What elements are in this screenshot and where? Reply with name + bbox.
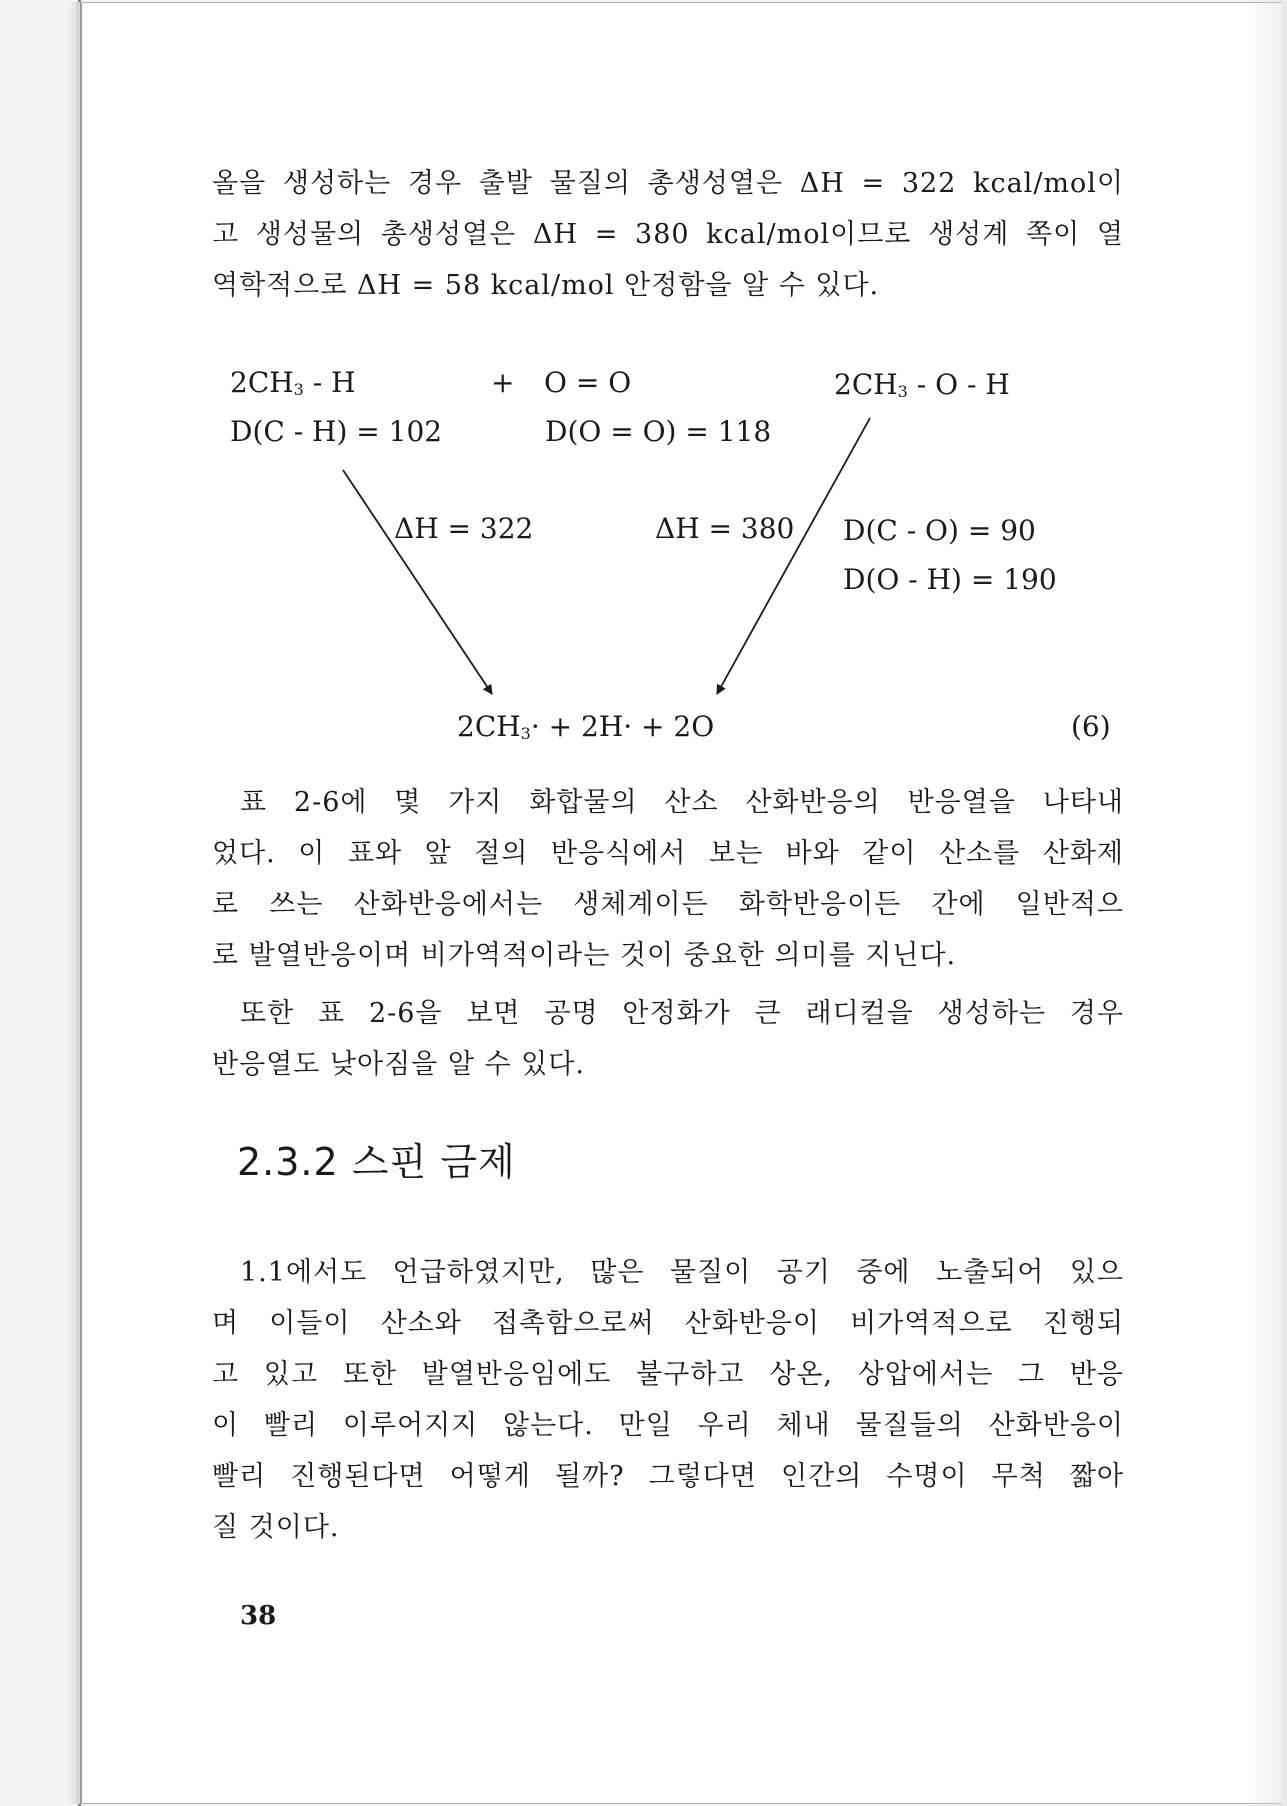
text-line: 1.1에서도 언급하였지만, 많은 물질이 공기 중에 노출되어 있으	[240, 1257, 1124, 1288]
product-methanol	[834, 368, 1010, 409]
radical-products	[457, 710, 714, 751]
text-line: 고 있고 또한 발열반응임에도 불구하고 상온, 상압에서는 그 반응	[212, 1359, 1124, 1390]
text-line: 고 생성물의 총생성열은 ΔH = 380 kcal/mol이므로 생성계 쪽이 열	[212, 219, 1124, 250]
text-line: 이 빨리 이루어지지 않는다. 만일 우리 체내 물질들의 산화반응이	[212, 1410, 1124, 1441]
radical-subscript: 3	[520, 724, 531, 743]
methanol-rest: - O - H	[907, 368, 1010, 401]
text-line: 반응열도 낮아짐을 알 수 있다.	[212, 1049, 585, 1080]
paragraph-3	[212, 988, 1124, 1090]
paragraph-2	[212, 777, 1124, 981]
text-line: 또한 표 2-6을 보면 공명 안정화가 큰 래디컬을 생성하는 경우	[240, 998, 1124, 1029]
reactant-oxygen: O = O	[544, 366, 632, 399]
plus-sign: +	[491, 366, 515, 399]
arrow-right	[717, 418, 870, 694]
section-heading: 2.3.2 스핀 금제	[237, 1140, 516, 1184]
equation-number: (6)	[1071, 710, 1111, 743]
delta-h-right: ΔH = 380	[655, 512, 795, 545]
bond-energy-oo: D(O = O) = 118	[545, 415, 772, 448]
radical-rest: · + 2H· + 2O	[530, 710, 715, 743]
page-edge-shadow	[1247, 0, 1287, 1806]
page-number: 38	[240, 1601, 277, 1631]
methane-bond: -	[303, 366, 332, 399]
text-line: 로 쓰는 산화반응에서는 생체계이든 화학반응이든 간에 일반적으	[212, 889, 1124, 920]
methane-prefix: 2CH	[230, 366, 294, 399]
paragraph-4	[212, 1247, 1124, 1553]
text-line: 역학적으로 ΔH = 58 kcal/mol 안정함을 알 수 있다.	[212, 270, 880, 301]
bond-energy-ch: D(C - H) = 102	[230, 415, 443, 448]
methane-h: H	[331, 366, 356, 399]
text-line: 며 이들이 산소와 접촉함으로써 산화반응이 비가역적으로 진행되	[212, 1308, 1124, 1339]
arrow-left	[343, 470, 492, 694]
reactant-methane	[230, 366, 356, 407]
bond-energy-oh: D(O - H) = 190	[843, 563, 1057, 596]
radical-prefix: 2CH	[457, 710, 521, 743]
methane-subscript: 3	[293, 380, 304, 399]
methanol-subscript: 3	[897, 382, 908, 401]
text-line: 었다. 이 표와 앞 절의 반응식에서 보는 바와 같이 산소를 산화제	[212, 838, 1124, 869]
text-line: 질 것이다.	[212, 1512, 340, 1543]
delta-h-left: ΔH = 322	[394, 512, 534, 545]
text-line: 로 발열반응이며 비가역적이라는 것이 중요한 의미를 지닌다.	[212, 940, 957, 971]
text-line: 올을 생성하는 경우 출발 물질의 총생성열은 ΔH = 322 kcal/mol이	[212, 168, 1124, 199]
bond-energy-co: D(C - O) = 90	[843, 514, 1036, 547]
methanol-prefix: 2CH	[834, 368, 898, 401]
text-line: 빨리 진행된다면 어떻게 될까? 그렇다면 인간의 수명이 무척 짧아	[212, 1461, 1124, 1492]
text-line: 표 2-6에 몇 가지 화합물의 산소 산화반응의 반응열을 나타내	[240, 787, 1124, 818]
